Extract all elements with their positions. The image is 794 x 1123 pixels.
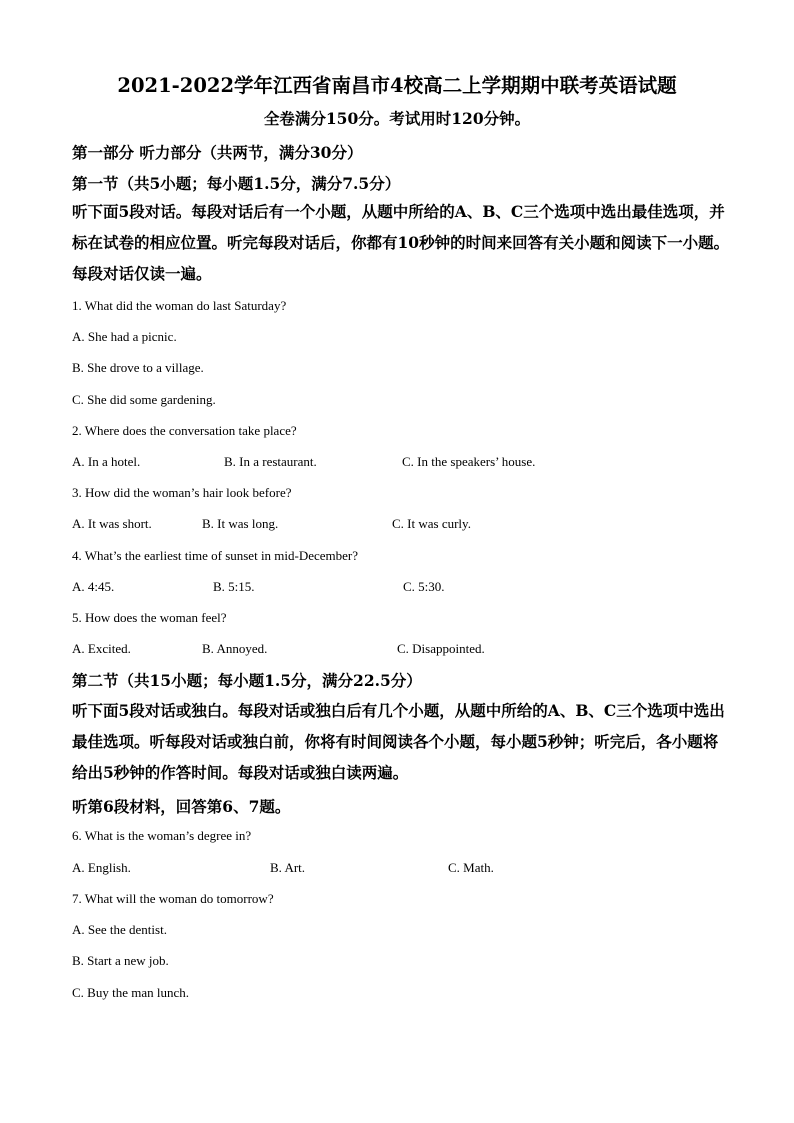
question-7: 7. What will the woman do tomorrow? (72, 891, 274, 906)
section2-heading: 第二节（共15小题；每小题1.5分，满分22.5分） (72, 671, 422, 690)
question-7-option-b: B. Start a new job. (72, 953, 169, 968)
section1-instructions: 听下面5段对话。每段对话后有一个小题，从题中所给的A、B、C三个选项中选出最佳选项，并标在试卷的相应位置。听完每段对话后，你都有10秒钟的时间来回答有关小题和阅读下一小题。每段对话仅读一遍。 (72, 202, 730, 283)
question-3-option-b: B. It was long. (202, 516, 279, 531)
question-5-option-a: A. Excited. (72, 641, 131, 656)
part1-heading: 第一部分 听力部分（共两节，满分30分） (72, 143, 363, 162)
page-title: 2021-2022学年江西省南昌市4校高二上学期期中联考英语试题 (117, 74, 677, 97)
question-3-option-a: A. It was short. (72, 516, 152, 531)
question-4-option-b: B. 5:15. (213, 579, 255, 594)
question-2-option-a: A. In a hotel. (72, 454, 141, 469)
question-6: 6. What is the woman’s degree in? (72, 828, 252, 843)
question-1-option-a: A. She had a picnic. (72, 329, 177, 344)
question-6-option-a: A. English. (72, 860, 131, 875)
section1-heading: 第一节（共5小题；每小题1.5分，满分7.5分） (72, 174, 401, 193)
question-3: 3. How did the woman’s hair look before? (72, 485, 292, 500)
section2-instructions: 听下面5段对话或独白。每段对话或独白后有几个小题，从题中所给的A、B、C三个选项中选出最佳选项。听每段对话或独白前，你将有时间阅读各个小题，每小题5秒钟；听完后，各小题将给出5秒钟的作答时间。每段对话或独白读两遍。 (72, 701, 725, 782)
page-subtitle: 全卷满分150分。考试用时120分钟。 (263, 109, 531, 128)
question-5-option-b: B. Annoyed. (202, 641, 268, 656)
question-1-option-b: B. She drove to a village. (72, 360, 204, 375)
question-6-option-c: C. Math. (448, 860, 494, 875)
question-4: 4. What’s the earliest time of sunset in mid-December? (72, 548, 359, 563)
question-2-option-b: B. In a restaurant. (224, 454, 317, 469)
question-7-option-a: A. See the dentist. (72, 922, 167, 937)
question-3-option-c: C. It was curly. (392, 516, 471, 531)
question-6-option-b: B. Art. (270, 860, 306, 875)
question-2-option-c: C. In the speakers’ house. (402, 454, 536, 469)
question-1: 1. What did the woman do last Saturday? (72, 298, 287, 313)
question-2: 2. Where does the conversation take place? (72, 423, 297, 438)
question-5-option-c: C. Disappointed. (397, 641, 485, 656)
question-7-option-c: C. Buy the man lunch. (72, 985, 189, 1000)
material-6-heading: 听第6段材料，回答第6、7题。 (72, 797, 291, 816)
question-4-option-a: A. 4:45. (72, 579, 115, 594)
question-1-option-c: C. She did some gardening. (72, 392, 216, 407)
question-4-option-c: C. 5:30. (403, 579, 445, 594)
question-5: 5. How does the woman feel? (72, 610, 227, 625)
